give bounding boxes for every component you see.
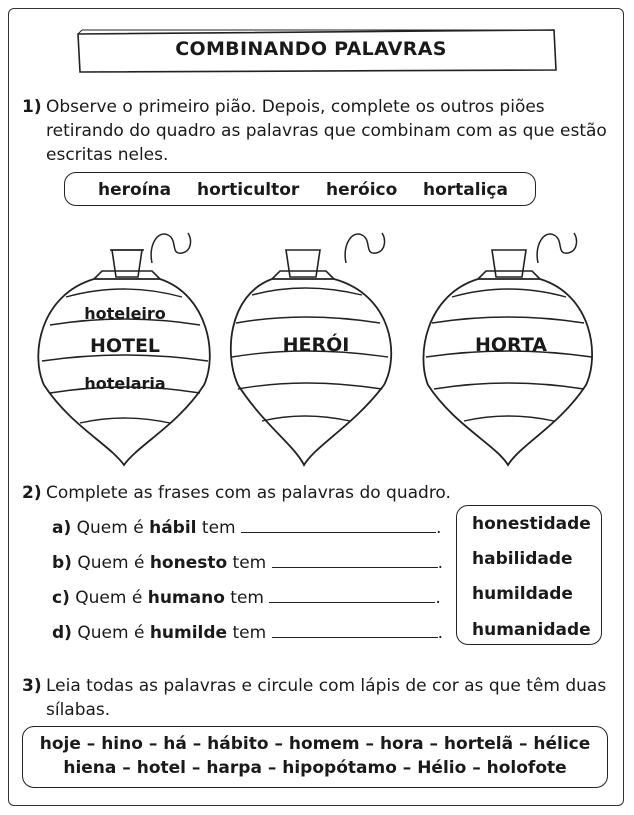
sentence-end: . — [435, 588, 441, 608]
sentence-keyword: honesto — [149, 553, 228, 573]
sentence-keyword: hábil — [149, 518, 197, 538]
answer-blank-a[interactable] — [241, 518, 436, 533]
q3-word-line1[interactable]: hoje – hino – há – hábito – homem – hora – hortelã – hélice — [39, 734, 591, 754]
q2-option: habilidade — [472, 549, 573, 569]
sentence-prefix: Quem é — [77, 623, 150, 643]
sentence-letter: b) — [52, 553, 72, 573]
q2-number: 2) — [22, 483, 42, 503]
answer-blank-b[interactable] — [272, 553, 438, 568]
sentence-end: . — [436, 518, 442, 538]
sentence-prefix: Quem é — [75, 588, 148, 608]
q1-word: heróico — [326, 180, 398, 200]
q2-sentence-a — [52, 518, 441, 538]
q3-word-line2[interactable]: hiena – hotel – harpa – hipopótamo – Hélio – holofote — [63, 758, 567, 778]
sentence-keyword: humano — [147, 588, 225, 608]
top2-main-word: HERÓI — [282, 334, 350, 356]
top3-main-word: HORTA — [474, 334, 548, 356]
sentence-keyword: humilde — [149, 623, 228, 643]
sentence-prefix: Quem é — [76, 518, 150, 538]
q1-line3: escritas neles. — [46, 145, 169, 165]
q1-word: horticultor — [197, 180, 300, 200]
q3-number: 3) — [22, 676, 42, 696]
q1-line2: retirando do quadro as palavras que combinam com as que estão — [46, 121, 607, 141]
top1-main-word: HOTEL — [89, 335, 161, 357]
page-title: COMBINANDO PALAVRAS — [175, 38, 447, 60]
q2-sentence-d — [52, 623, 443, 643]
answer-blank-c[interactable] — [269, 588, 435, 603]
q1-line1: Observe o primeiro pião. Depois, complete os outros piões — [46, 97, 545, 117]
top1-upper-word: hoteleiro — [84, 304, 166, 323]
q1-number: 1) — [22, 97, 42, 117]
q2-sentence-b — [52, 553, 443, 573]
q2-option: humildade — [472, 584, 573, 604]
q3-line1: Leia todas as palavras e circule com lápis de cor as que têm duas — [46, 676, 607, 696]
top1-lower-word: hotelaria — [84, 374, 166, 393]
sentence-end: . — [437, 623, 443, 643]
q1-word: hortaliça — [423, 180, 508, 200]
q1-word: heroína — [98, 180, 172, 200]
q2-option: honestidade — [472, 514, 591, 534]
sentence-suffix: tem — [224, 588, 264, 608]
q3-line2: sílabas. — [46, 700, 111, 720]
q2-sentence-c — [52, 588, 441, 608]
answer-blank-d[interactable] — [272, 623, 438, 638]
sentence-prefix: Quem é — [77, 553, 150, 573]
q2-option: humanidade — [472, 620, 591, 640]
sentence-letter: c) — [52, 588, 70, 608]
sentence-letter: a) — [52, 518, 72, 538]
sentence-suffix: tem — [196, 518, 236, 538]
sentence-letter: d) — [52, 623, 72, 643]
sentence-suffix: tem — [227, 553, 267, 573]
q2-text: Complete as frases com as palavras do quadro. — [46, 483, 451, 503]
sentence-suffix: tem — [227, 623, 267, 643]
sentence-end: . — [437, 553, 444, 573]
